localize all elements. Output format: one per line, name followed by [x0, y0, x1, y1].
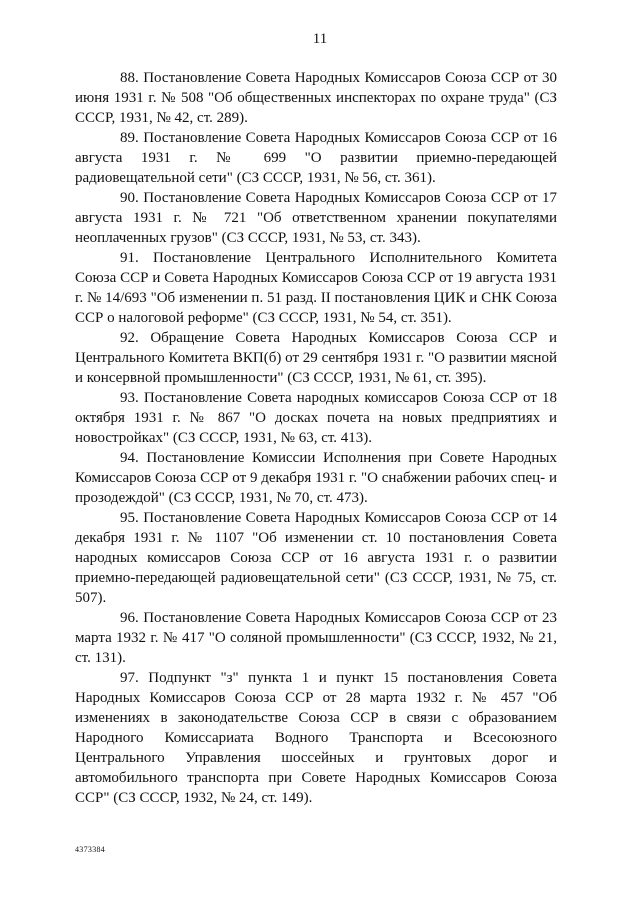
list-item-92: 92. Обращение Совета Народных Комиссаров Союза ССР и Центрального Комитета ВКП(б) от 29 сентября 1931 г. "О развитии мясной и консервной промышленности" (СЗ СССР, 1931, № 61, ст. 395). [75, 330, 557, 386]
list-item-89: 89. Постановление Совета Народных Комиссаров Союза ССР от 16 августа 1931 г. № 699 "О развитии приемно-передающей радиовещательной сети" (СЗ СССР, 1931, № 56, ст. 361). [75, 130, 557, 186]
footer-document-code: 4373384 [75, 845, 106, 854]
page-number: 11 [312, 31, 328, 47]
list-item-95: 95. Постановление Совета Народных Комиссаров Союза ССР от 14 декабря 1931 г. № 1107 "Об изменении ст. 10 постановления Совета народных комиссаров Союза ССР от 16 августа 1931 г. о развитии приемно-передающей радиовещательной сети" (СЗ СССР, 1931, № 75, ст. 507). [75, 510, 557, 606]
document-body [75, 68, 557, 808]
list-item-90: 90. Постановление Совета Народных Комиссаров Союза ССР от 17 августа 1931 г. № 721 "Об ответственном хранении покупателями неоплаченных грузов" (СЗ СССР, 1931, № 53, ст. 343). [75, 190, 557, 246]
list-item-97: 97. Подпункт "з" пункта 1 и пункт 15 постановления Совета Народных Комиссаров Союза ССР от 28 марта 1932 г. № 457 "Об изменениях в законодательстве Союза ССР в связи с образованием Народного Комиссариата Водного Транспорта и Всесоюзного Центрального Управления шоссейных и грунтовых дорог и автомобильного транспорта при Совете Народных Комиссаров Союза ССР" (СЗ СССР, 1932, № 24, ст. 149). [75, 670, 557, 806]
list-item-91: 91. Постановление Центрального Исполнительного Комитета Союза ССР и Совета Народных Комиссаров Союза ССР от 19 августа 1931 г. № 14/693 "Об изменении п. 51 разд. II постановления ЦИК и СНК Союза ССР о налоговой реформе" (СЗ СССР, 1931, № 54, ст. 351). [75, 250, 557, 326]
list-item-93: 93. Постановление Совета народных комиссаров Союза ССР от 18 октября 1931 г. № 867 "О досках почета на новых предприятиях и новостройках" (СЗ СССР, 1931, № 63, ст. 413). [75, 390, 557, 446]
list-item-88: 88. Постановление Совета Народных Комиссаров Союза ССР от 30 июня 1931 г. № 508 "Об общественных инспекторах по охране труда" (СЗ СССР, 1931, № 42, ст. 289). [75, 70, 557, 126]
list-item-94: 94. Постановление Комиссии Исполнения при Совете Народных Комиссаров Союза ССР от 9 декабря 1931 г. "О снабжении рабочих спец- и прозодеждой" (СЗ СССР, 1931, № 70, ст. 473). [75, 450, 557, 506]
list-item-96: 96. Постановление Совета Народных Комиссаров Союза ССР от 23 марта 1932 г. № 417 "О соляной промышленности" (СЗ СССР, 1932, № 21, ст. 131). [75, 610, 557, 666]
